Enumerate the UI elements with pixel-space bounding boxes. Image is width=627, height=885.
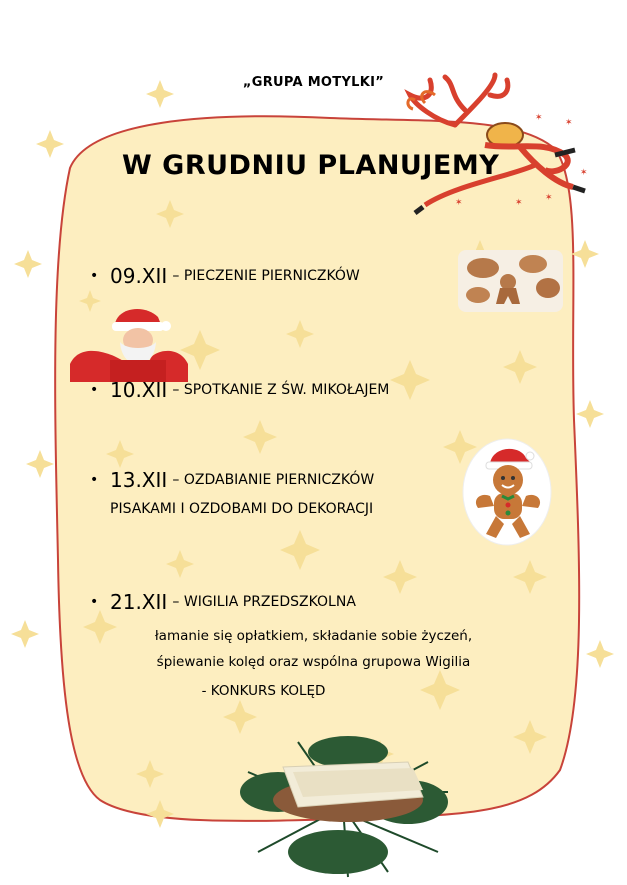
event-description: – PIECZENIE PIERNICZKÓW [172,268,360,284]
wigilia-detail-line: łamanie się opłatkiem, składanie sobie życzeń, [154,628,473,644]
event-item [90,378,389,402]
svg-text:✶: ✶ [545,193,553,203]
bullet-icon: • [90,594,99,610]
bullet-icon: • [90,472,99,488]
svg-text:✶: ✶ [515,198,523,208]
page-title: W GRUDNIU PLANUJEMY [122,150,500,181]
christmas-wafer-image [238,732,453,880]
svg-text:✶: ✶ [455,198,463,208]
gingerbread-cookies-image [458,250,563,312]
event-description: – SPOTKANIE Z ŚW. MIKOŁAJEM [172,382,390,398]
svg-text:✶: ✶ [535,113,543,123]
gingerbread-man-image [462,438,552,546]
event-description: – WIGILIA PRZEDSZKOLNA [172,594,356,610]
group-name: „GRUPA MOTYLKI” [242,75,385,90]
event-item [90,468,374,492]
event-date: 10.XII [110,378,168,402]
bullet-icon: • [90,268,99,284]
event-item [90,590,356,614]
konkurs-koled-line: - KONKURS KOLĘD [201,683,326,699]
svg-text:✶: ✶ [565,118,573,128]
santa-claus-image [70,302,188,382]
svg-text:✶: ✶ [580,168,588,178]
event-date: 09.XII [110,264,168,288]
bullet-icon: • [90,382,99,398]
wigilia-detail-line: śpiewanie kolęd oraz wspólna grupowa Wigilia [156,654,471,670]
event-description: – OZDABIANIE PIERNICZKÓW [172,472,375,488]
event-date: 13.XII [110,468,168,492]
event-item [90,264,360,288]
event-date: 21.XII [110,590,168,614]
event-description-continued: PISAKAMI I OZDOBAMI DO DEKORACJI [110,501,374,517]
